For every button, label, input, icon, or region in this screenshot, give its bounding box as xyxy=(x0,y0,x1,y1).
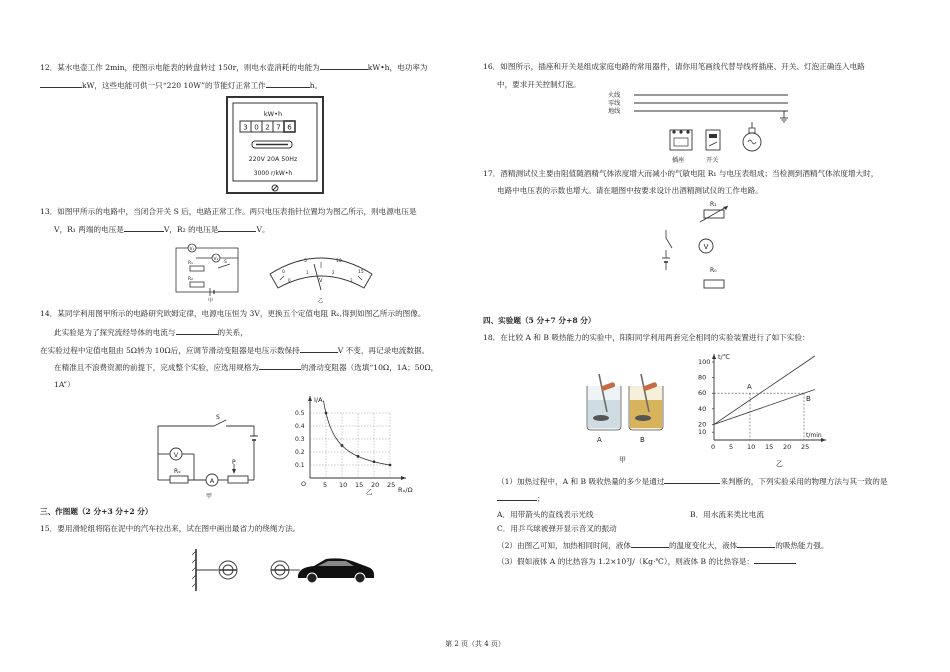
q18-option-c: C．用乒乓球被弹开显示音叉的振动 xyxy=(497,524,617,533)
meter-digit: 2 xyxy=(265,123,270,132)
line-a-label: A xyxy=(747,383,752,392)
beaker-a-icon xyxy=(587,374,621,430)
q18-temperature-graph xyxy=(680,352,830,470)
data-point xyxy=(357,455,360,458)
q14-text-e: 在精准且不浪费资源的前提下，完成整个实验，应选用规格为 xyxy=(54,363,260,372)
meter-rate: 3000 r/kW•h xyxy=(253,170,293,177)
y-tick-label: 10 xyxy=(698,428,707,437)
q18-fig1-caption: 甲 xyxy=(619,456,626,464)
q14-line2 xyxy=(54,327,248,337)
q14-text-b: 的关系， xyxy=(217,328,248,337)
meter-spec: 220V 20A 50Hz xyxy=(248,156,298,163)
right-column xyxy=(480,0,940,640)
q14-text-d: V 不变，再记录电流数据。 xyxy=(337,346,430,355)
q13-text-c: V。 xyxy=(256,225,270,234)
r1-label: R₁ xyxy=(188,261,193,266)
line-b xyxy=(714,389,815,424)
r2-resistor xyxy=(190,282,204,287)
y-tick-label: 0.4 xyxy=(295,423,305,430)
energy-meter-figure xyxy=(226,96,326,196)
q14-fig2-caption: 乙 xyxy=(366,488,373,496)
q13-text-a: V，R₁ 两端的电压是 xyxy=(54,225,124,234)
q18-line1: 18．在比较 A 和 B 吸热能力的实验中，阳阳同学利用两套完全相同的实验装置进行了如下实验： xyxy=(483,333,810,342)
q14-v-label: V xyxy=(173,451,179,459)
dial-tick: 5 xyxy=(304,259,307,264)
live-wire-label: 火线 xyxy=(608,92,621,99)
x-tick-label: 5 xyxy=(323,481,328,489)
q14-text-a: 此实验是为了探究流经导体的电流与 xyxy=(54,328,176,337)
q18-fig2-caption: 乙 xyxy=(776,460,783,468)
y-tick-label: 0.1 xyxy=(295,462,305,469)
section3-title: 三、作图题（2 分+3 分+2 分） xyxy=(40,507,153,516)
x-tick-label: 5 xyxy=(729,443,734,451)
y-axis-label: I/A xyxy=(314,396,323,404)
switch-icon xyxy=(706,130,720,150)
q14-i-r-graph xyxy=(272,392,413,496)
q13-voltmeter-dial xyxy=(266,244,376,304)
x-axis-label: Rₓ/Ω xyxy=(398,486,413,494)
meter-digit: 6 xyxy=(287,123,292,132)
q18-p1-text-a: （1）加热过程中，A 和 B 吸收热量的多少是通过 xyxy=(497,477,665,486)
q14-line4 xyxy=(54,362,438,372)
y-arrow-icon xyxy=(712,354,716,359)
beaker-a-label: A xyxy=(597,436,602,444)
origin-label: O xyxy=(301,480,307,488)
q18-p1 xyxy=(497,476,887,486)
ground-wire-label: 地线 xyxy=(608,108,621,115)
neutral-wire-label: 零线 xyxy=(608,100,621,107)
q12-text-c: kW，这些电能可供一只“220 10W”的节能灯正常工作 xyxy=(82,81,266,90)
y-axis-label: t/℃ xyxy=(718,353,731,361)
v2-label: V₂ xyxy=(213,257,219,262)
beaker-b-icon xyxy=(629,374,663,430)
q18-blank-5[interactable] xyxy=(754,556,796,564)
q18-beakers-figure xyxy=(583,372,673,464)
y-tick-label: 80 xyxy=(698,373,707,382)
q18-p2-text-b: 的温度变化大，液体 xyxy=(668,541,738,550)
x-tick-label: 25 xyxy=(387,481,396,489)
x-arrow-icon xyxy=(401,476,406,480)
q13-blank-3[interactable] xyxy=(218,224,256,232)
q15-line1: 15．要用滑轮组将陷在泥中的汽车拉出来，试在图中画出最省力的绕绳方法。 xyxy=(40,524,301,533)
x-tick-label: 15 xyxy=(765,443,774,451)
section4-title: 四、实验题（5 分+7 分+8 分） xyxy=(483,316,596,325)
q13-text-b: V，R₂ 的电压是 xyxy=(163,225,219,234)
q14-rx-label: Rₓ xyxy=(174,468,181,475)
q18-p1-text-b: 来判断的，下列实验采用的物理方法与其一致的是 xyxy=(720,477,888,486)
q18-p1-text-c: ； xyxy=(537,494,545,503)
q17-line1: 17．酒精测试仪主要由阻值随酒精气体浓度增大而减小的气敏电阻 R₁ 与电压表组成；当检测到酒精气体浓度增大时， xyxy=(483,169,879,178)
q12-text-d: h。 xyxy=(309,81,323,90)
q12-line2 xyxy=(40,80,322,90)
i-r-curve xyxy=(323,401,389,465)
meter-digit: 3 xyxy=(243,123,248,132)
meter-digit: 7 xyxy=(276,123,281,132)
bulb-icon xyxy=(743,122,761,151)
q14-circuit-figure xyxy=(154,414,274,504)
q14-blank-3[interactable] xyxy=(259,362,301,370)
q14-s-label: S xyxy=(216,414,220,421)
q14-blank-1[interactable] xyxy=(176,327,218,335)
car-icon xyxy=(298,558,374,583)
q16-line1: 16．如图所示，插座和开关是组成家庭电路的常用器件，请你用笔画线代替导线将插座、开关、灯泡正确连入电路 xyxy=(483,62,865,71)
dial-tick: 15 xyxy=(358,270,364,275)
switch-label: 开关 xyxy=(706,157,719,164)
q12-text-b: kW•h，电功率为 xyxy=(367,63,428,72)
socket-label: 插座 xyxy=(672,157,685,164)
dial-unit: V xyxy=(319,278,323,284)
q12-blank-3[interactable] xyxy=(266,80,310,88)
q12-blank-2[interactable] xyxy=(40,80,82,88)
data-point xyxy=(373,460,376,463)
beaker-b-label: B xyxy=(640,436,645,444)
q12-line1 xyxy=(40,62,428,72)
q17-r0-label: R₀ xyxy=(710,267,717,274)
y-tick-label: 40 xyxy=(698,404,707,413)
y-arrow-icon xyxy=(308,396,312,401)
q14-fig1-caption: 甲 xyxy=(206,493,213,500)
line-b-label: B xyxy=(806,395,811,404)
q13-fig1-caption: 甲 xyxy=(208,298,214,304)
meter-unit: kW•h xyxy=(263,110,283,118)
x-axis-label: t/min xyxy=(806,432,822,439)
data-point xyxy=(325,412,328,415)
q17-line2: 电路中电压表的示数也增大。请在题图中按要求设计出酒精测试仪的工作电路。 xyxy=(497,186,763,195)
x-tick-label: 0 xyxy=(711,443,716,451)
q12-blank-1[interactable] xyxy=(320,62,368,70)
dial-tick: 0 xyxy=(282,270,285,275)
q18-blank-4[interactable] xyxy=(737,540,775,548)
y-tick-label: 60 xyxy=(698,389,707,398)
y-tick-label: 100 xyxy=(698,358,711,366)
page-footer: 第 2 页（共 4 页） xyxy=(445,640,505,648)
fixed-resistor-r0 xyxy=(704,280,724,288)
y-tick-label: 0.2 xyxy=(295,449,305,456)
q14-a-label: A xyxy=(209,477,215,485)
x-tick-label: 10 xyxy=(339,481,348,489)
q13-circuit-figure xyxy=(174,240,254,302)
q14-p-label: P xyxy=(232,459,236,466)
meter-digit: 0 xyxy=(254,123,259,132)
x-tick-label: 25 xyxy=(801,443,810,451)
y-tick-label: 20 xyxy=(698,420,707,429)
q18-p1-line2 xyxy=(497,493,545,503)
y-tick-label: 0.3 xyxy=(295,436,305,443)
q16-household-circuit xyxy=(608,90,808,166)
q14-line3 xyxy=(40,345,429,355)
x-tick-label: 20 xyxy=(371,481,380,489)
socket-icon xyxy=(670,130,692,150)
dial-tick-inner: 2 xyxy=(332,270,335,275)
dial-tick-inner: 1 xyxy=(306,270,309,275)
q17-breathalyzer-figure xyxy=(660,198,760,298)
q17-switch xyxy=(666,238,672,248)
left-column xyxy=(40,0,500,640)
q17-r1-label: R₁ xyxy=(710,201,717,208)
q18-blank-1[interactable] xyxy=(664,476,720,484)
rx-resistor xyxy=(170,476,188,483)
q18-p2 xyxy=(497,540,828,550)
r1-resistor xyxy=(190,266,204,271)
rheostat xyxy=(228,476,248,483)
dial-tick-inner: 0 xyxy=(288,278,291,283)
x-tick-label: 15 xyxy=(355,481,364,489)
s-label: S xyxy=(224,260,227,265)
q13-blank-2[interactable] xyxy=(124,224,164,232)
line-a xyxy=(714,356,815,424)
q18-blank-2[interactable] xyxy=(497,493,537,501)
q18-option-b: B．用水流来类比电流 xyxy=(690,510,764,519)
dial-tick: 10 xyxy=(336,259,342,264)
q18-p2-text-a: （2）由图乙可知，加热相同时间，液体 xyxy=(497,541,631,550)
q14-text-c: 在实验过程中定值电阻由 5Ω转为 10Ω后，应调节滑动变阻器是电压示数保持 xyxy=(40,346,300,355)
v1-label: V₁ xyxy=(189,247,195,252)
q18-p3 xyxy=(497,556,796,566)
x-arrow-icon xyxy=(821,438,826,442)
q18-p2-text-c: 的吸热能力强。 xyxy=(775,541,829,550)
q15-pulley-figure xyxy=(190,545,380,595)
q14-line5: 1A”） xyxy=(54,380,75,389)
q14-text-f: 的滑动变阻器（选填“10Ω，1A；50Ω， xyxy=(301,363,439,372)
data-point xyxy=(341,444,344,447)
r2-label: R₂ xyxy=(188,277,193,282)
x-tick-label: 10 xyxy=(747,443,756,451)
q14-line1: 14．某同学利用图甲所示的电路研究欧姆定律，电源电压恒为 3V，更换五个定值电阻 Rₓ,得到如图乙所示的图像。 xyxy=(40,309,426,318)
q17-v-label: V xyxy=(703,243,709,251)
q16-line2: 中，要求开关控制灯泡。 xyxy=(497,80,581,89)
q18-p3-text-a: （3）假如液体 A 的比热容为 1.2×10³J/（Kg·℃），则液体 B 的比热容是： xyxy=(497,557,755,566)
q14-blank-2[interactable] xyxy=(300,345,338,353)
q12-text-a: 12．某水电壶工作 2min，使图示电能表的转盘转过 150r，则电水壶消耗的电能为 xyxy=(40,63,320,72)
x-tick-label: 20 xyxy=(783,443,792,451)
q18-option-a: A．用带箭头的直线表示光线 xyxy=(497,510,594,519)
q13-line2 xyxy=(54,224,270,234)
data-point xyxy=(389,464,392,467)
dial-tick-inner: 3 xyxy=(350,278,353,283)
q13-fig2-caption: 乙 xyxy=(318,298,324,304)
q13-line1: 13．如图甲所示的电路中，当闭合开关 S 后，电路正常工作。两只电压表指针位置均为图乙所示，则电源电压是 xyxy=(40,207,417,216)
q18-blank-3[interactable] xyxy=(631,540,669,548)
y-tick-label: 0.5 xyxy=(295,410,305,417)
